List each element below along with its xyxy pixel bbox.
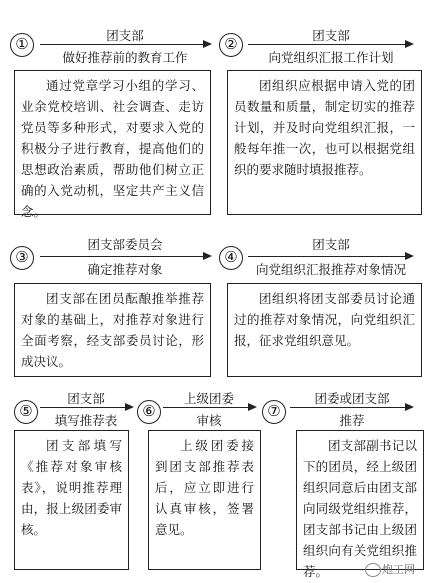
- step-5-number: ⑤: [14, 400, 38, 424]
- step-7-number: ⑦: [262, 400, 286, 424]
- watermark-icon: [365, 563, 381, 577]
- step-4-actor: 团支部: [312, 237, 350, 252]
- step-1-actor: 团支部: [106, 28, 144, 43]
- step-2-description: 团组织应根据申请入党的团员数量和质量，制定切实的推荐计划，并及时向党组织汇报，一般每年推一次，也可以根据党组织的要求随时填报推荐。: [227, 70, 422, 215]
- step-6-title: 审核: [196, 413, 222, 428]
- step-5-actor: 团支部: [67, 391, 105, 406]
- step-4-number: ④: [219, 246, 243, 270]
- step-5-description: 团支部填写《推荐对象审核表》，说明推荐理由，报上级团委审核。: [14, 430, 129, 570]
- step-4-title: 向党组织汇报推荐对象情况: [255, 262, 406, 277]
- step-4-arrow: [248, 256, 412, 257]
- step-3-description: 团支部在团员酝酿推举推荐对象的基础上，对推荐对象进行全面考察，经支部委员讨论，形成决议。: [14, 283, 211, 377]
- step-5-title: 填写推荐表: [54, 413, 118, 428]
- step-7-description: 团支部副书记以下的团员，经上级团组织同意后由团支部向同级党组织推荐，团支部书记由上级团组织向有关党组织推荐。: [296, 430, 424, 570]
- step-3-number: ③: [10, 246, 34, 270]
- step-7-arrow: [290, 407, 412, 408]
- step-6-actor: 上级团委: [183, 391, 234, 406]
- step-1-number: ①: [10, 33, 34, 57]
- step-1-arrow: [40, 44, 210, 45]
- step-2-number: ②: [219, 33, 243, 57]
- step-3-title: 确定推荐对象: [87, 262, 163, 277]
- step-7-actor: 团委或团支部: [314, 391, 390, 406]
- step-5-arrow: [40, 407, 132, 408]
- step-2-actor: 团支部: [312, 28, 350, 43]
- step-3-arrow: [40, 256, 210, 257]
- step-7-title: 推荐: [339, 413, 365, 428]
- step-6-arrow: [163, 407, 255, 408]
- watermark-text: 炮工网: [382, 563, 415, 576]
- step-6-number: ⑥: [137, 400, 161, 424]
- step-6-description: 上级团委接到团支部推荐表后，应立即进行认真审核，签署意见。: [148, 430, 261, 570]
- step-1-title: 做好推荐前的教育工作: [62, 50, 188, 65]
- step-3-actor: 团支部委员会: [87, 237, 163, 252]
- step-2-title: 向党组织汇报工作计划: [268, 50, 394, 65]
- step-4-description: 团组织将团支部委员讨论通过的推荐对象情况，向党组织汇报，征求党组织意见。: [227, 283, 422, 377]
- step-2-arrow: [248, 44, 412, 45]
- step-1-description: 通过党章学习小组的学习、业余党校培训、社会调查、走访党员等多种形式，对要求入党的积极分子进行教育，提高他们的思想政治素质，帮助他们树立正确的入党动机，坚定共产主义信念。: [14, 70, 211, 215]
